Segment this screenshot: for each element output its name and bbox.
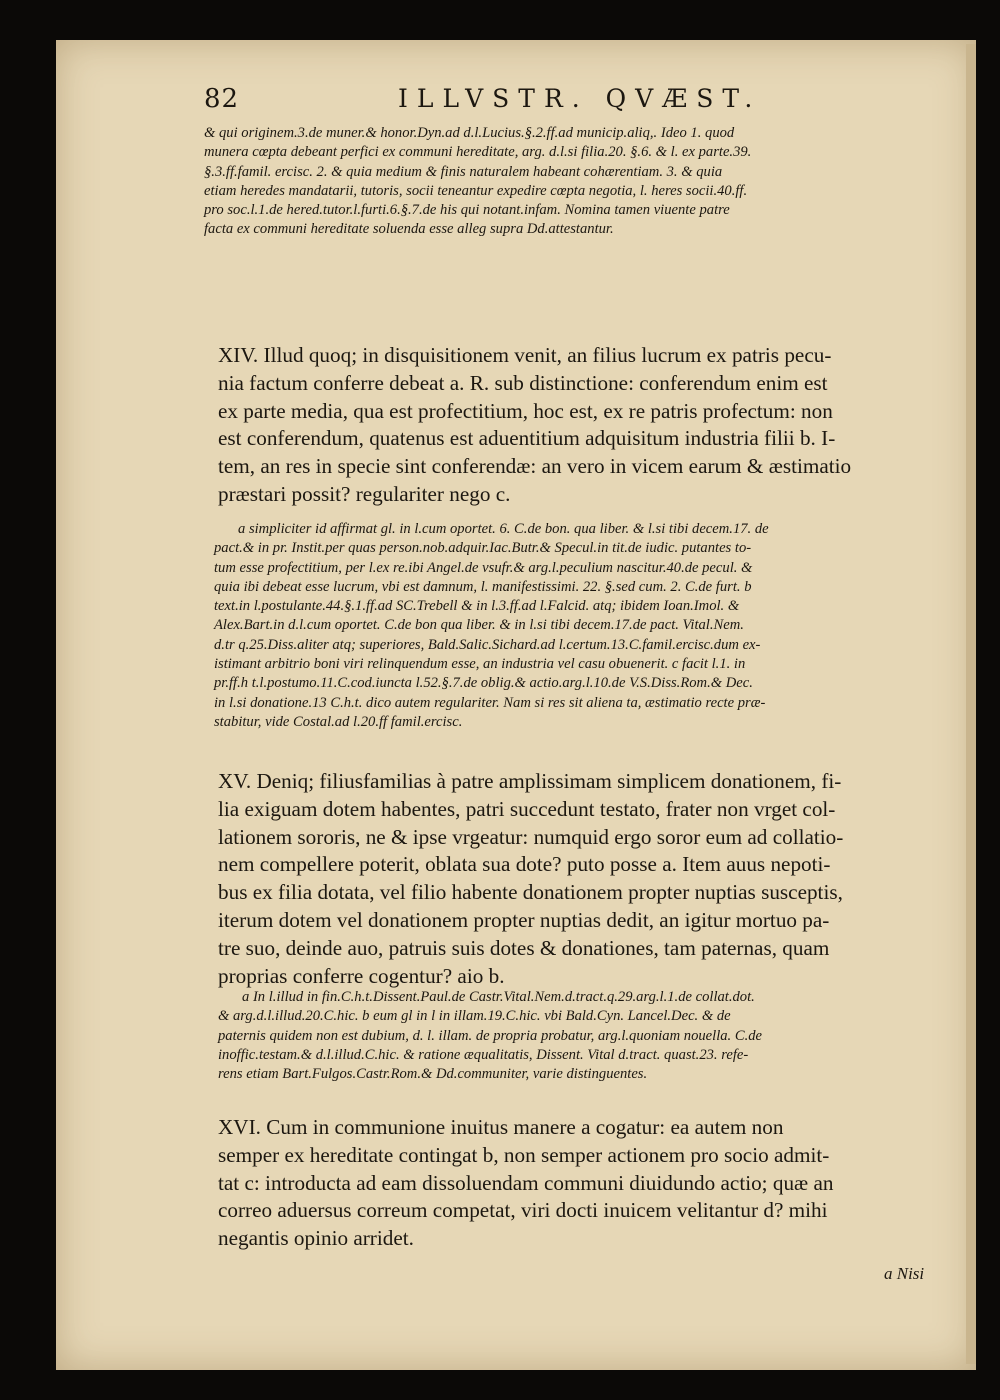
text-line: proprias conferre cogentur? aio b. [218, 963, 505, 988]
note-line: d.tr q.25.Diss.aliter atq; superiores, Bald.Salic.Sichard.ad l.certum.13.C.famil.ercisc.dum ex- [214, 636, 761, 653]
note-line: text.in l.postulante.44.§.1.ff.ad SC.Trebell & in l.3.ff.ad l.Falcid. atq; ibidem Ioan.Imol. & [214, 598, 740, 615]
note-line: inoffic.testam.& d.l.illud.C.hic. & ratione æqualitatis, Dissent. Vital d.tract. quast.23. refe- [218, 1046, 749, 1063]
footnotes-xv [218, 988, 762, 1084]
note-line: etiam heredes mandatarii, tutoris, socii teneantur expedire cœpta negotia, l. heres socii.40.ff. [204, 182, 748, 199]
text-line: XIV. Illud quoq; in disquisitionem venit, an filius lucrum ex patris pecu- [218, 343, 832, 367]
note-line: stabitur, vide Costal.ad l.20.ff famil.ercisc. [214, 713, 463, 730]
section-xiv [218, 342, 851, 509]
running-head: ILLVSTR. QVÆST. [398, 84, 762, 113]
text-line: lationem sororis, ne & ipse vrgeatur: numquid ergo soror eum ad collatio- [218, 824, 844, 849]
text-line: nem compellere poterit, oblata sua dote? puto posse a. Item auus nepoti- [218, 852, 831, 877]
page-edge [966, 44, 976, 1364]
note-line: munera cœpta debeant perfici ex communi hereditate, arg. d.l.si filia.20. §.6. & l. ex parte.39. [204, 144, 752, 161]
note-line: pro soc.l.1.de hered.tutor.l.furti.6.§.7.de his qui notant.infam. Nomina tamen viuente patre [204, 202, 730, 219]
note-line: pact.& in pr. Instit.per quas person.nob.adquir.Iac.Butr.& Specul.in tit.de iudic. putantes to- [214, 540, 752, 557]
text-line: XV. Deniq; filiusfamilias à patre amplissimam simplicem donationem, fi- [218, 769, 842, 793]
note-line: & qui originem.3.de muner.& honor.Dyn.ad d.l.Lucius.§.2.ff.ad municip.aliq,. Ideo 1. quod [204, 125, 735, 141]
text-line: semper ex hereditate contingat b, non semper actionem pro socio admit- [218, 1142, 830, 1167]
text-line: bus ex filia dotata, vel filio habente donationem propter nuptias susceptis, [218, 880, 843, 905]
note-line: tum esse profectitium, per l.ex re.ibi Angel.de vsufr.& arg.l.peculium nascitur.40.de pecul. & [214, 559, 753, 576]
text-line: correo aduersus correum competat, viri docti inuicem velitantur d? mihi [218, 1198, 828, 1223]
note-line: Alex.Bart.in d.l.cum oportet. C.de bon qua liber. & in l.si tibi decem.17.de pact. Vital.Nem. [214, 617, 744, 634]
note-line: pr.ff.h t.l.postumo.11.C.cod.iuncta l.52.§.7.de oblig.& actio.arg.l.10.de V.S.Diss.Rom.& Dec. [214, 675, 753, 692]
text-line: iterum dotem vel donationem propter nuptias dedit, an igitur mortuo pa- [218, 907, 830, 932]
catchword: a Nisi [884, 1264, 925, 1283]
footnotes-xiv [214, 520, 769, 732]
text-line: tat c: introducta ad eam dissoluendam communi diuidundo actio; quæ an [218, 1170, 834, 1195]
page-number: 82 [204, 84, 240, 114]
section-xvi [218, 1114, 833, 1253]
text-line: est conferendum, quatenus est aduentitium adquisitum industria filii b. I- [218, 426, 836, 451]
text-line: XVI. Cum in communione inuitus manere a cogatur: ea autem non [218, 1115, 784, 1139]
note-line: facta ex communi hereditate soluenda esse alleg supra Dd.attestantur. [204, 221, 614, 238]
note-line: in l.si donatione.13 C.h.t. dico autem regulariter. Nam si res sit aliena ta, æstimatio recte præ- [214, 694, 766, 711]
note-line: a In l.illud in fin.C.h.t.Dissent.Paul.de Castr.Vital.Nem.d.tract.q.29.arg.l.1.de collat.dot. [242, 989, 755, 1005]
text-line: ex parte media, qua est profectitium, hoc est, ex re patris profectum: non [218, 398, 833, 423]
footnotes-top [204, 124, 751, 240]
note-line: rens etiam Bart.Fulgos.Castr.Rom.& Dd.communiter, varie distinguentes. [218, 1066, 648, 1083]
note-line: istimant arbitrio boni viri relinquendum esse, an industria vel casu obuenerit. c facit l.1. in [214, 656, 746, 673]
text-line: tre suo, deinde auo, patruis suis dotes & donationes, tam paternas, quam [218, 935, 830, 960]
text-line: tem, an res in specie sint conferendæ: an vero in vicem earum & æstimatio [218, 454, 852, 479]
section-xv [218, 768, 843, 990]
text-line: lia exiguam dotem habentes, patri succedunt testato, frater non vrget col- [218, 796, 836, 821]
text-line: nia factum conferre debeat a. R. sub distinctione: conferendum enim est [218, 370, 828, 395]
note-line: paternis quidem non est dubium, d. l. illam. de propria probatur, arg.l.quoniam nouella. C.de [218, 1027, 763, 1044]
page-content [148, 84, 948, 1283]
text-line: negantis opinio arridet. [218, 1226, 414, 1251]
note-line: §.3.ff.famil. ercisc. 2. & quia medium & finis naturalem habeant cohærentiam. 3. & quia [204, 163, 723, 180]
note-line: quia ibi debeat esse lucrum, vbi est damnum, l. manifestissimi. 22. §.sed cum. 2. C.de furt. b [214, 578, 752, 595]
note-line: a simpliciter id affirmat gl. in l.cum oportet. 6. C.de bon. qua liber. & l.si tibi decem.17. de [238, 521, 769, 537]
page-header [148, 84, 948, 114]
note-line: & arg.d.l.illud.20.C.hic. b eum gl in l in illam.19.C.hic. vbi Bald.Cyn. Lancel.Dec. & de [218, 1008, 731, 1025]
text-line: præstari possit? regulariter nego c. [218, 481, 511, 506]
